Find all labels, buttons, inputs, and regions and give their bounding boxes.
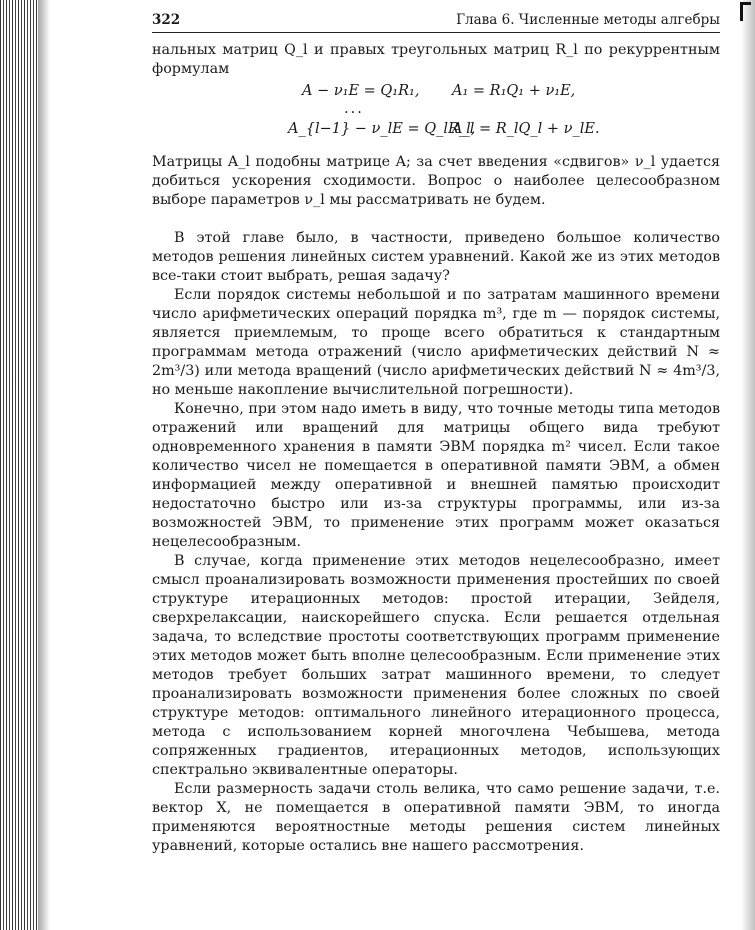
paragraph-memory: Конечно, при этом надо иметь в виду, что точные методы типа методов отражений или вращений для матрицы общего вида требуют одновременного хранения в памяти ЭВМ порядка m² чисел. Если такое количество чисел не помещается в оперативной памяти ЭВМ, а обмен информацией между оперативной и внешней памятью происходит недостаточно быстро или из-за структуры программы, или из-за возможностей ЭВМ, то применение этих программ может оказаться нецелесообразным. bbox=[152, 401, 720, 550]
intro-text: нальных матриц Q_l и правых треугольных матриц R_l по рекуррентным формулам bbox=[152, 42, 720, 77]
formula-line2-right: A_l = R_lQ_l + ν_lE. bbox=[452, 121, 600, 137]
page-right-edge bbox=[741, 0, 755, 930]
book-page bbox=[152, 8, 720, 908]
formula-line2-left: A_{l−1} − ν_lE = Q_lR_l, bbox=[288, 121, 476, 137]
chapter-title: Глава 6. Численные методы алгебры bbox=[456, 12, 720, 28]
paragraph-iterative-methods: В случае, когда применение этих методов нецелесообразно, имеет смысл проанализировать возможности применения простейших по своей структуре итерационных методов: простой итерации, Зейделя, сверхрелаксации, наискорейшего спуска. Если решается отдельная задача, то вследствие простоты соответствующих программ применение этих методов может быть вполне целесообразным. Если применение этих методов требует больших затрат машинного времени, то следует проанализировать возможности применения более сложных по своей структуре методов: оптимального линейного итерационного процесса, метода с использованием корней многочлена Чебышева, метода сопряженных градиентов, итерационных методов, использующих спектрально эквивалентные операторы. bbox=[152, 553, 720, 778]
paragraph-probabilistic: Если размерность задачи столь велика, что само решение задачи, т.е. вектор X, не помещается в оперативной памяти ЭВМ, то иногда применяются вероятностные методы решения систем линейных уравнений, которые остались вне нашего рассмотрения. bbox=[152, 781, 720, 854]
formula-line1-left: A − ν₁E = Q₁R₁, bbox=[302, 83, 420, 99]
page-number: 322 bbox=[152, 12, 181, 28]
recurrence-formulas bbox=[152, 83, 720, 145]
paragraph-small-systems: Если порядок системы небольшой и по затратам машинного времени число арифметических операций порядка m³, где m — порядок системы, является приемлемым, то проще всего обратиться к стандартным программам метода отражений (число арифметических действий N ≈ 2m³/3) или метода вращений (число арифметических действий N ≈ 4m³/3, но меньше накопление вычислительной погрешности). bbox=[152, 287, 720, 398]
paragraph-similarity: Матрицы A_l подобны матрице A; за счет введения «сдвигов» ν_l удается добиться ускорения сходимости. Вопрос о наиболее целесообразном выборе параметров ν_l мы рассматривать не будем. bbox=[152, 154, 720, 208]
book-spine-gradient bbox=[38, 0, 50, 930]
book-spine-shadow bbox=[0, 0, 38, 930]
section-gap bbox=[152, 210, 720, 229]
formula-dots: ... bbox=[344, 101, 364, 117]
running-head bbox=[152, 8, 720, 33]
formula-line1-right: A₁ = R₁Q₁ + ν₁E, bbox=[452, 83, 576, 99]
paragraph-method-choice: В этой главе было, в частности, приведено большое количество методов решения линейных систем уравнений. Какой же из этих методов все-таки стоит выбрать, решая задачу? bbox=[152, 230, 720, 284]
page-corner-mark bbox=[740, 2, 751, 21]
